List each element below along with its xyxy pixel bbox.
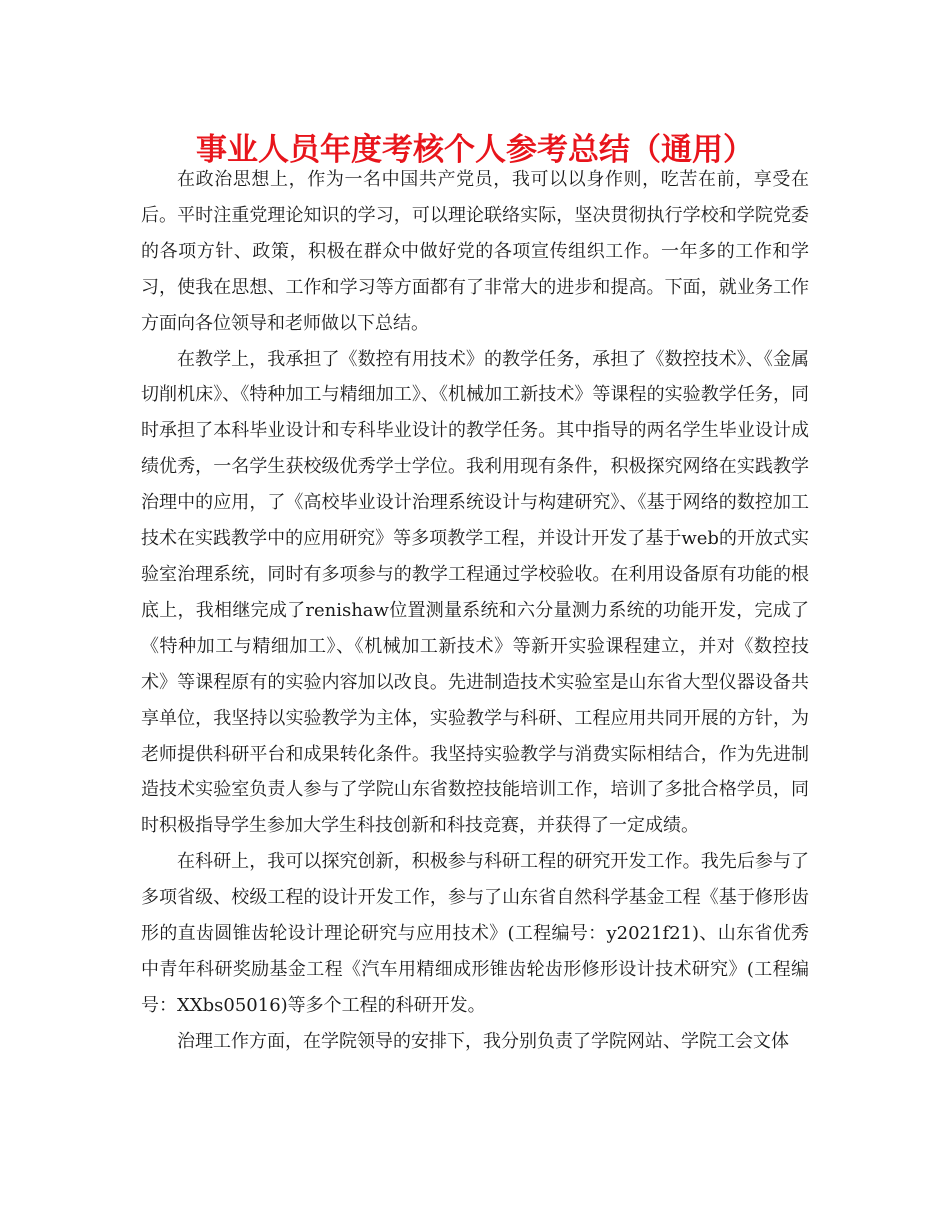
paragraph-teaching: 在教学上，我承担了《数控有用技术》的教学任务，承担了《数控技术》、《金属切削机床》、《特种加工与精细加工》、《机械加工新技术》等课程的实验教学任务，同时承担了本科毕业设计和专科毕业设计的教学任务。其中指导的两名学生毕业设计成绩优秀，一名学生获校级优秀学士学位。我利用现有条件，积极探究网络在实践教学治理中的应用，了《高校毕业设计治理系统设计与构建研究》、《基于网络的数控加工技术在实践教学中的应用研究》等多项教学工程，并设计开发了基于web的开放式实验室治理系统，同时有多项参与的教学工程通过学校验收。在利用设备原有功能的根底上，我相继完成了renishaw位置测量系统和六分量测力系统的功能开发，完成了《特种加工与精细加工》、《机械加工新技术》等新开实验课程建立，并对《数控技术》等课程原有的实验内容加以改良。先进制造技术实验室是山东省大型仪器设备共享单位，我坚持以实验教学为主体，实验教学与科研、工程应用共同开展的方针，为老师提供科研平台和成果转化条件。我坚持实验教学与消费实际相结合，作为先进制造技术实验室负责人参与了学院山东省数控技能培训工作，培训了多批合格学员，同时积极指导学生参加大学生科技创新和科技竞赛，并获得了一定成绩。 (141, 348, 809, 837)
paragraph-political: 在政治思想上，作为一名中国共产党员，我可以以身作则，吃苦在前，享受在后。平时注重党理论知识的学习，可以理论联络实际，坚决贯彻执行学校和学院党委的各项方针、政策，积极在群众中做好党的各项宣传组织工作。一年多的工作和学习，使我在思想、工作和学习等方面都有了非常大的进步和提高。下面，就业务工作方面向各位领导和老师做以下总结。 (141, 169, 809, 334)
paragraph-management: 治理工作方面，在学院领导的安排下，我分别负责了学院网站、学院工会文体 (177, 1030, 789, 1052)
document-body (141, 162, 809, 1060)
paragraph-research: 在科研上，我可以探究创新，积极参与科研工程的研究开发工作。我先后参与了多项省级、校级工程的设计开发工作，参与了山东省自然科学基金工程《基于修形齿形的直齿圆锥齿轮设计理论研究与应用技术》(工程编号：y2021f21)、山东省优秀中青年科研奖励基金工程《汽车用精细成形锥齿轮齿形修形设计技术研究》(工程编号：XXbs05016)等多个工程的科研开发。 (141, 851, 809, 1016)
document-title: 事业人员年度考核个人参考总结（通用） (196, 132, 754, 168)
